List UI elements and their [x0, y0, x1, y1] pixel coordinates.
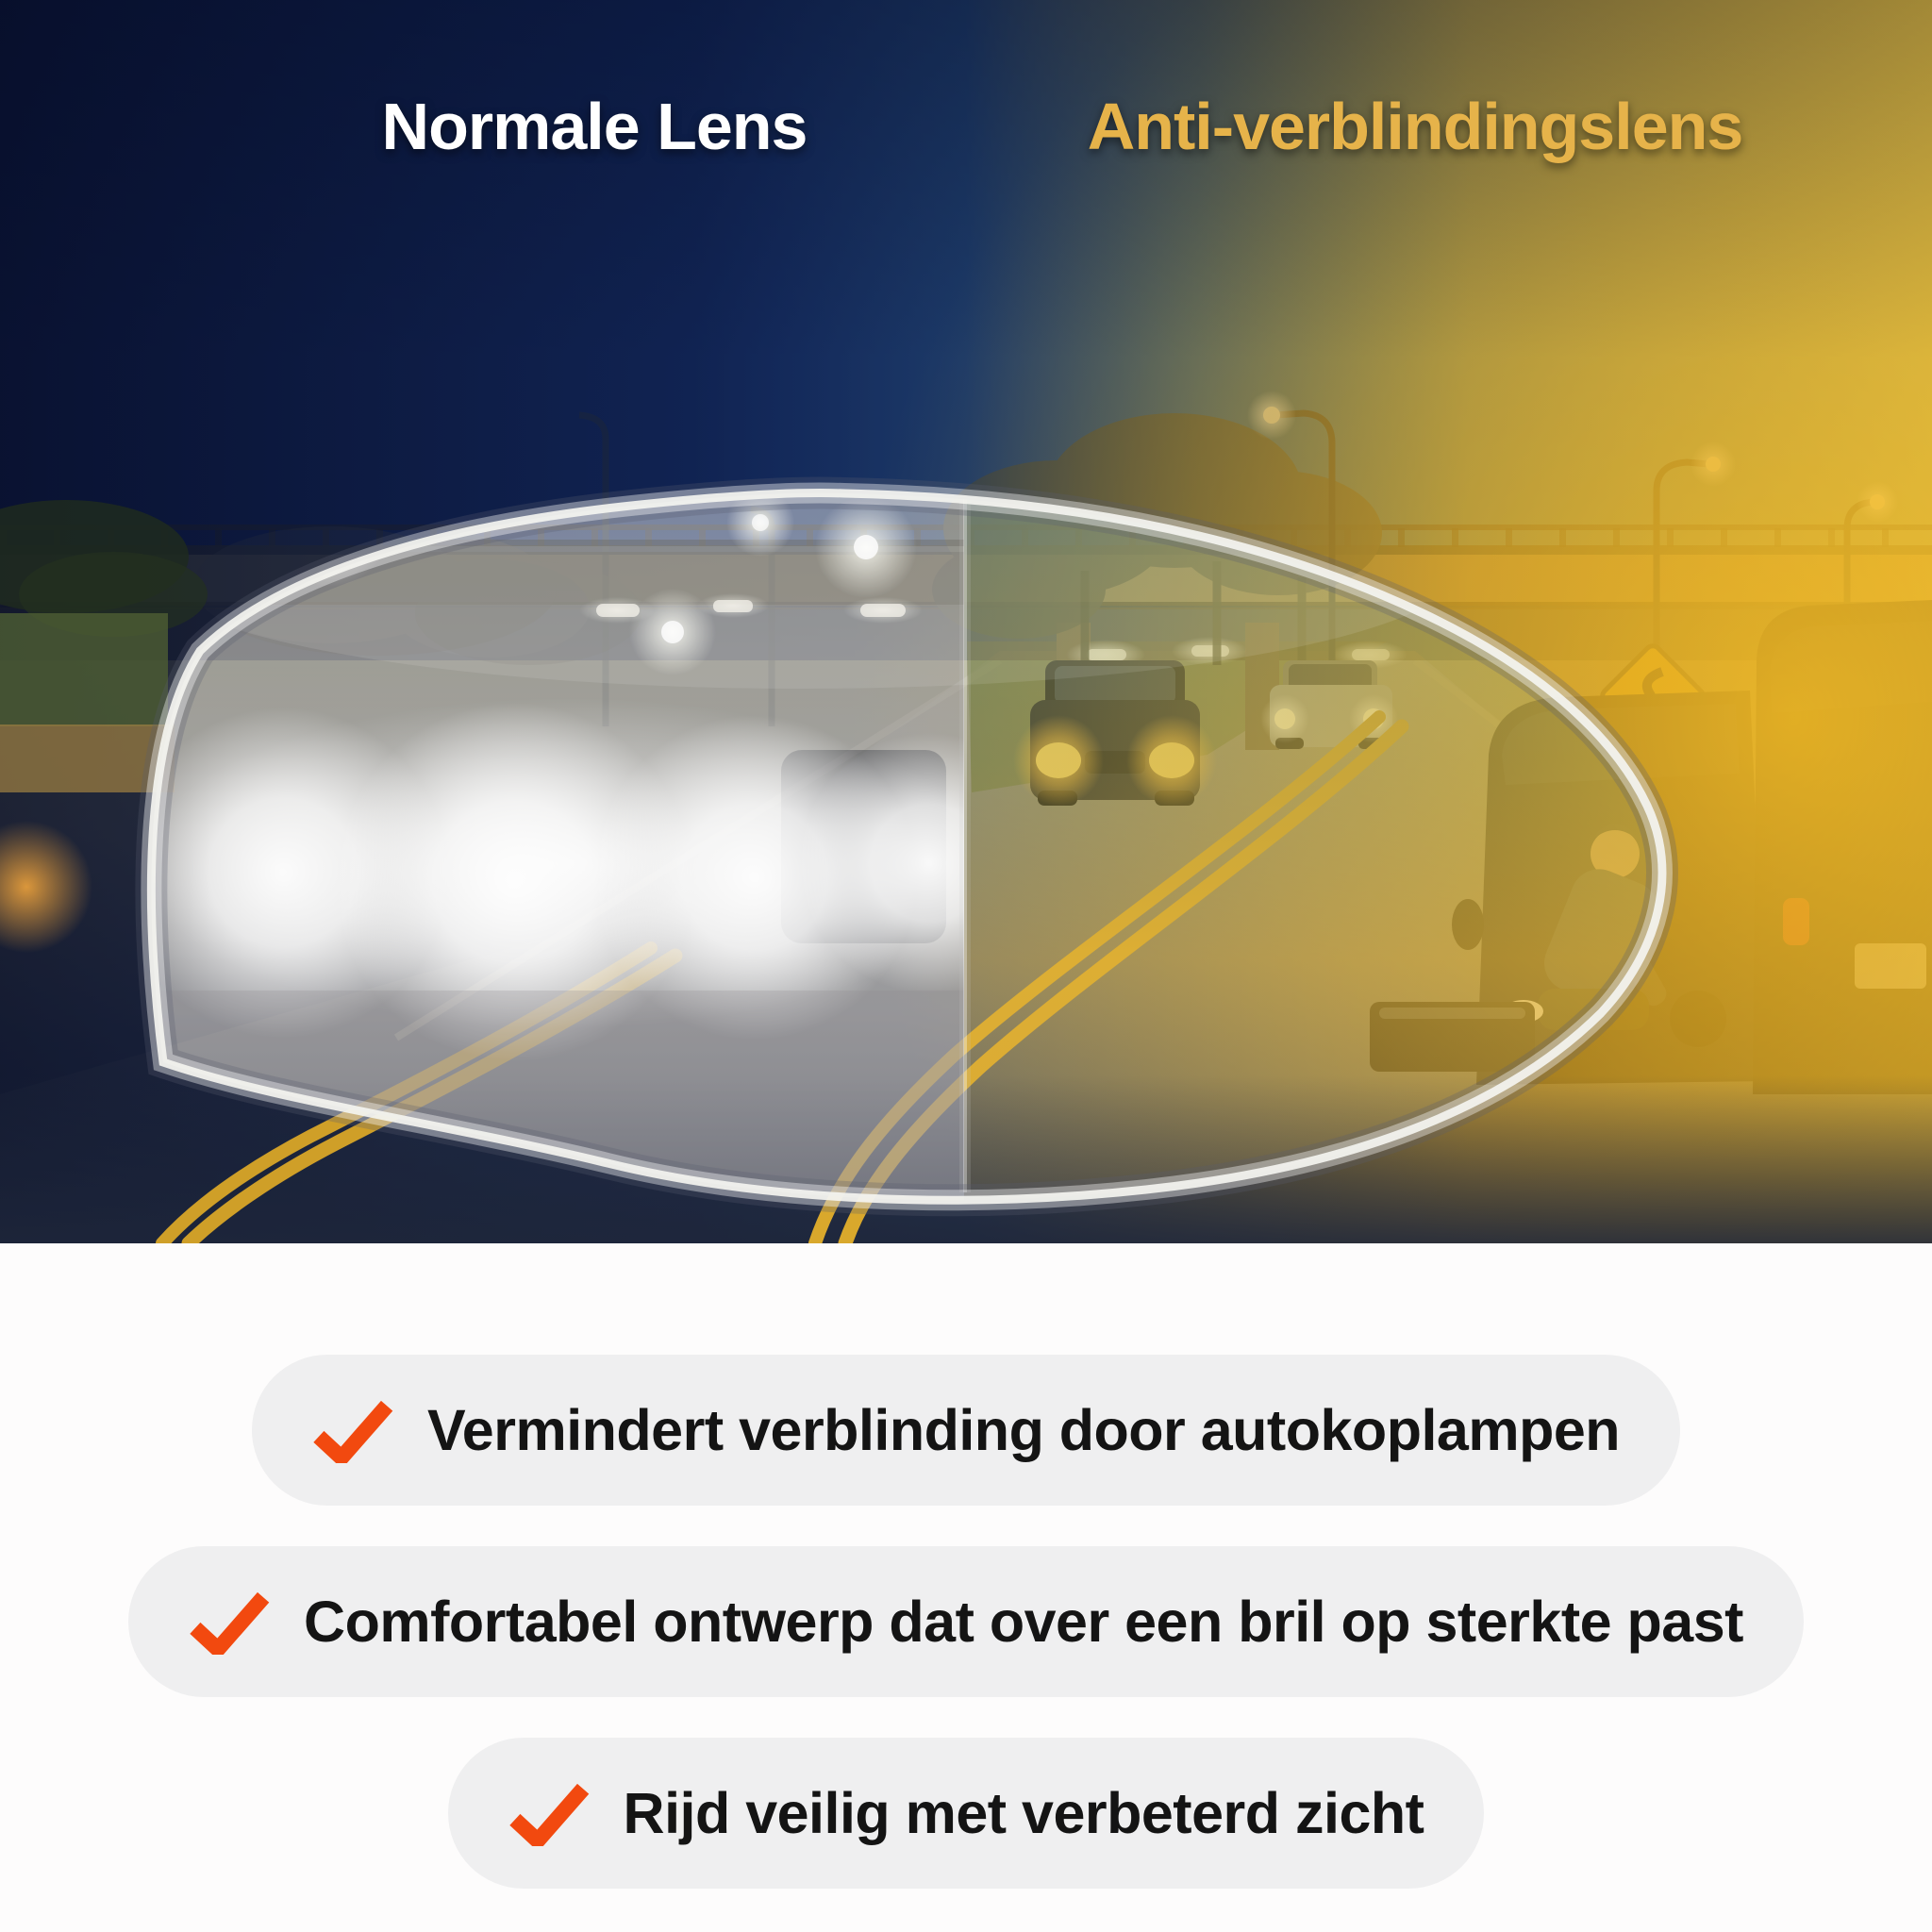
check-icon	[189, 1589, 270, 1655]
feature-pill-fit-over-glasses	[128, 1546, 1804, 1697]
feature-pill-glare-reduction	[252, 1355, 1680, 1506]
feature-text: Vermindert verblinding door autokoplampen	[426, 1398, 1621, 1462]
anti-glare-lens-title: Anti-verblindingslens	[1087, 90, 1743, 163]
feature-text: Rijd veilig met verbeterd zicht	[623, 1781, 1424, 1845]
feature-text: Comfortabel ontwerp dat over een bril op sterkte past	[304, 1590, 1743, 1654]
normal-lens-title: Normale Lens	[381, 90, 808, 163]
check-icon	[312, 1397, 393, 1463]
check-icon	[508, 1780, 590, 1846]
feature-list	[0, 1243, 1932, 1932]
feature-pill-safe-driving	[448, 1738, 1485, 1889]
grass-patch	[0, 613, 168, 726]
